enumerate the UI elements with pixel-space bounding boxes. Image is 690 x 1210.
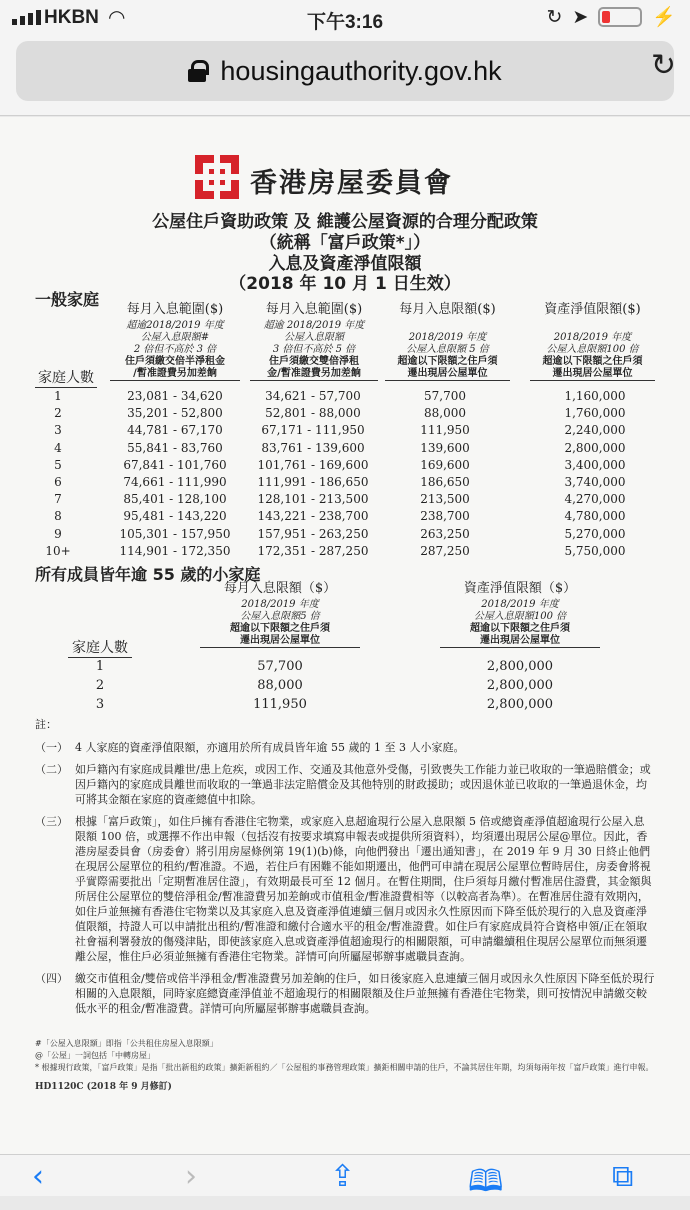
bookmarks-icon[interactable]: 🕮 xyxy=(468,1164,504,1199)
note-item xyxy=(35,740,655,755)
wifi-icon: ◠ xyxy=(108,7,126,29)
url-text: housingauthority.gov.hk xyxy=(220,55,502,86)
footnote-2: @「公屋」一詞包括「中轉房屋」 xyxy=(35,1051,155,1060)
table-cell-income-range-2: 157,951 - 263,250 xyxy=(257,526,369,541)
table-cell-household-size: 7 xyxy=(54,492,62,507)
table-cell-asset-limit: 2,800,000 xyxy=(564,440,626,455)
note-text: 4 人家庭的資產淨值限額，亦適用於所有成員皆年逾 55 歲的 1 至 3 人小家庭。 xyxy=(75,741,465,754)
forward-icon[interactable]: › xyxy=(185,1159,197,1194)
table-cell-income-range-1: 44,781 - 67,170 xyxy=(127,423,223,438)
table-cell-income-range-1: 35,201 - 52,800 xyxy=(127,406,223,421)
table-cell-household-size: 8 xyxy=(54,509,62,524)
elderly-cell-household-size: 2 xyxy=(95,678,105,693)
table-cell-income-limit: 57,700 xyxy=(424,389,466,403)
doc-title-2: （統稱「富戶政策*」） xyxy=(259,233,431,253)
table-cell-income-range-2: 52,801 - 88,000 xyxy=(265,406,361,421)
elderly-col-header-2: 資產淨值限額（$） 2018/2019 年度 公屋入息限額100 倍 超逾以下限額之住戶須 遷出現居公屋單位 xyxy=(440,581,600,648)
table-cell-income-limit: 238,700 xyxy=(420,509,470,524)
table-cell-household-size: 4 xyxy=(54,440,62,455)
elderly-cell-income-limit: 111,950 xyxy=(253,697,307,712)
bottom-toolbar xyxy=(0,1154,690,1199)
note-number: （一） xyxy=(35,741,68,754)
note-number: （二） xyxy=(35,763,68,776)
note-item xyxy=(35,814,655,964)
table-cell-asset-limit: 3,740,000 xyxy=(564,475,626,489)
table-cell-income-range-2: 101,761 - 169,600 xyxy=(257,457,369,472)
form-code: HD1120C (2018 年 9 月修訂) xyxy=(35,1082,172,1092)
table-cell-income-limit: 169,600 xyxy=(420,457,470,472)
doc-title-3: 入息及資產淨值限額 xyxy=(268,254,422,274)
tabs-icon[interactable]: ⧉ xyxy=(612,1159,634,1194)
table-cell-income-range-1: 95,481 - 143,220 xyxy=(123,509,227,524)
address-bar[interactable] xyxy=(16,41,674,101)
note-text: 根據「富戶政策」，如住戶擁有香港住宅物業，或家庭入息超逾現行公屋入息限額 5 倍或總資產淨值超逾現行公屋入息限額 100 倍，或選擇不作出申報（包括沒有按要求填寫申報表或提供所須資料），均須遷出現居公屋@單位。因此，香港房屋委員會（房委會）將引用房屋條例第 19(1)(b)條，向他們發出「遷出通知書」，在 2019 年 9 月 30 日終止他們在現居公屋單位的租約/暫准證。不過，若住戶有困難不能如期遷出，他們可申請在現居公屋單位暫時居住，房委會將視乎實際需要批出「定期暫准居住證」，有效期最長可至 12 個月。在暫住期間，住戶須每月繳付暫准居住證費，其金額與所居住公屋單位的雙倍淨租金/暫准證費另加差餉或市值租金/暫准證費相等（以較高者為準）。在暫准居住證有效期內，如住戶並無擁有香港住宅物業以及其家庭入息及資產淨值連續三個月或因永久性原因而下降至低於現行的入息及資產淨值限額，持證人可以申請批出租約/暫准證和繳付合適水平的租金/暫准證費。如住戶有家庭成員符合資格申領/正在領取社會福利署發放的傷殘津貼，即使該家庭入息或資產淨值超逾現行的相關限額，可申請繼續租住現居公屋單位而無須遷離公屋，惟住戶必須並無擁有香港住宅物業。詳情可向所屬屋邨辦事處職員查詢。 xyxy=(75,815,652,963)
table-cell-asset-limit: 1,760,000 xyxy=(564,406,626,421)
table-cell-income-limit: 139,600 xyxy=(420,440,470,455)
table-cell-income-range-2: 34,621 - 57,700 xyxy=(265,389,361,403)
table-cell-income-range-1: 105,301 - 157,950 xyxy=(119,526,231,541)
table-cell-household-size: 9 xyxy=(54,526,62,541)
household-size-header: 家庭人數 xyxy=(35,367,97,388)
table-cell-income-range-2: 67,171 - 111,950 xyxy=(261,423,365,438)
back-icon[interactable]: ‹ xyxy=(32,1159,44,1194)
table-cell-income-range-2: 143,221 - 238,700 xyxy=(257,509,369,524)
table-cell-income-range-1: 55,841 - 83,760 xyxy=(127,440,223,455)
table-cell-income-limit: 263,250 xyxy=(420,526,470,541)
doc-title-4: （2018 年 10 月 1 日生效） xyxy=(229,274,461,294)
table-cell-household-size: 6 xyxy=(54,475,62,489)
col-header-4: 資產淨值限額($) 2018/2019 年度 公屋入息限額100 倍 超逾以下限額之住戶須 遷出現居公屋單位 xyxy=(530,302,655,381)
note-text: 繳交市值租金/雙倍或倍半淨租金/暫准證費另加差餉的住戶，如日後家庭入息連續三個月或因永久性原因下降至低於現行相關的入息限額，同時家庭總資產淨值並不超逾現行的相關限額及住戶並無擁有香港住宅物業，則可按情況申請繳交較低水平的租金/暫准證費。詳情可向所屬屋邨辦事處職員查詢。 xyxy=(75,972,655,1015)
share-icon[interactable]: ⇪ xyxy=(330,1159,356,1194)
elderly-cell-household-size: 1 xyxy=(95,659,105,674)
table-cell-asset-limit: 5,750,000 xyxy=(564,543,626,558)
housing-authority-logo xyxy=(195,155,239,199)
note-item xyxy=(35,971,655,1016)
table-cell-household-size: 1 xyxy=(54,389,62,403)
table-cell-household-size: 3 xyxy=(54,423,62,438)
section-elderly: 所有成員皆年逾 55 歲的小家庭 xyxy=(35,565,261,584)
elderly-cell-asset-limit: 2,800,000 xyxy=(486,659,554,674)
col-header-2: 每月入息範圍($) 超逾 2018/2019 年度 公屋入息限額 3 倍但不高於 5 倍 住戶須繳交雙倍淨租 金/暫准證費另加差餉 xyxy=(250,302,378,381)
notes-label: 註： xyxy=(35,718,57,731)
carrier-name: HKBN xyxy=(44,7,99,28)
note-item xyxy=(35,762,655,807)
table-cell-income-limit: 186,650 xyxy=(420,475,470,489)
table-cell-income-range-2: 83,761 - 139,600 xyxy=(261,440,365,455)
elderly-cell-asset-limit: 2,800,000 xyxy=(486,678,554,693)
table-cell-income-limit: 111,950 xyxy=(420,423,470,438)
location-icon: ➤ xyxy=(572,6,589,28)
charging-icon: ⚡ xyxy=(652,7,676,28)
section-general: 一般家庭 xyxy=(35,290,100,309)
table-cell-asset-limit: 4,270,000 xyxy=(564,492,626,507)
reload-icon[interactable]: ↻ xyxy=(650,48,676,83)
elderly-household-size-header: 家庭人數 xyxy=(68,637,132,658)
status-time: 下午3:16 xyxy=(306,12,384,33)
table-cell-asset-limit: 3,400,000 xyxy=(564,457,626,472)
col-header-3: 每月入息限額($) 2018/2019 年度 公屋入息限額 5 倍 超逾以下限額之住戶須 遷出現居公屋單位 xyxy=(385,302,510,381)
table-cell-income-range-1: 114,901 - 172,350 xyxy=(119,543,231,558)
table-cell-income-range-1: 67,841 - 101,760 xyxy=(123,457,227,472)
col-header-1: 每月入息範圍($) 超逾2018/2019 年度 公屋入息限額# 2 倍但不高於 3 倍 住戶須繳交倍半淨租金 /暫准證費另加差餉 xyxy=(110,302,240,381)
table-cell-asset-limit: 4,780,000 xyxy=(564,509,626,524)
lock-icon xyxy=(188,60,206,82)
document-page xyxy=(0,117,690,1154)
table-cell-asset-limit: 1,160,000 xyxy=(564,389,626,403)
table-cell-income-limit: 88,000 xyxy=(424,406,466,421)
notes-section xyxy=(35,717,655,1023)
table-cell-income-limit: 287,250 xyxy=(420,543,470,558)
table-cell-income-limit: 213,500 xyxy=(420,492,470,507)
footnote-3: * 根據現行政策，「富戶政策」是指「批出新租約政策」擴鉅新租約／「公屋租約事務管理政策」擴鉅相關申請的住戶，不論其居住年期，均須每兩年按「富戶政策」進行申報。 xyxy=(35,1063,654,1072)
table-cell-household-size: 5 xyxy=(54,457,62,472)
table-cell-income-range-1: 74,661 - 111,990 xyxy=(123,475,227,489)
doc-title: 公屋住戶資助政策 及 維護公屋資源的合理分配政策 xyxy=(152,212,538,232)
battery-icon xyxy=(598,7,642,27)
elderly-cell-income-limit: 57,700 xyxy=(257,659,303,674)
elderly-cell-household-size: 3 xyxy=(95,697,105,712)
note-number: （四） xyxy=(35,972,68,985)
table-cell-income-range-2: 172,351 - 287,250 xyxy=(257,543,369,558)
elderly-col-header-1: 每月入息限額（$） 2018/2019 年度 公屋入息限額5 倍 超逾以下限額之住戶須 遷出現居公屋單位 xyxy=(200,581,360,648)
table-cell-income-range-1: 85,401 - 128,100 xyxy=(123,492,227,507)
table-cell-income-range-2: 128,101 - 213,500 xyxy=(257,492,369,507)
org-name: 香港房屋委員會 xyxy=(250,168,453,199)
table-cell-asset-limit: 5,270,000 xyxy=(564,526,626,541)
elderly-cell-income-limit: 88,000 xyxy=(257,678,303,693)
status-bar xyxy=(0,0,690,36)
footnote-1: #「公屋入息限額」即指「公共租住房屋入息限額」 xyxy=(35,1039,218,1048)
rotation-lock-icon: ↻ xyxy=(546,6,563,28)
table-cell-household-size: 2 xyxy=(54,406,62,421)
table-cell-household-size: 10+ xyxy=(45,543,71,558)
elderly-cell-asset-limit: 2,800,000 xyxy=(486,697,554,712)
table-cell-asset-limit: 2,240,000 xyxy=(564,423,626,438)
table-cell-income-range-2: 111,991 - 186,650 xyxy=(257,475,369,489)
note-text: 如戶籍內有家庭成員離世/患上危疾，或因工作、交通及其他意外受傷，引致喪失工作能力並已收取的一筆過賠償金；或因戶籍內的家庭成員離世而收取的一筆過非法定賠償金及其他特別的財政援助；或因退休並已收取的一筆過退休金，均可將其金額在家庭的資產總值中扣除。 xyxy=(75,763,651,806)
note-number: （三） xyxy=(35,815,68,828)
table-cell-income-range-1: 23,081 - 34,620 xyxy=(127,389,223,403)
browser-toolbar xyxy=(0,36,690,116)
